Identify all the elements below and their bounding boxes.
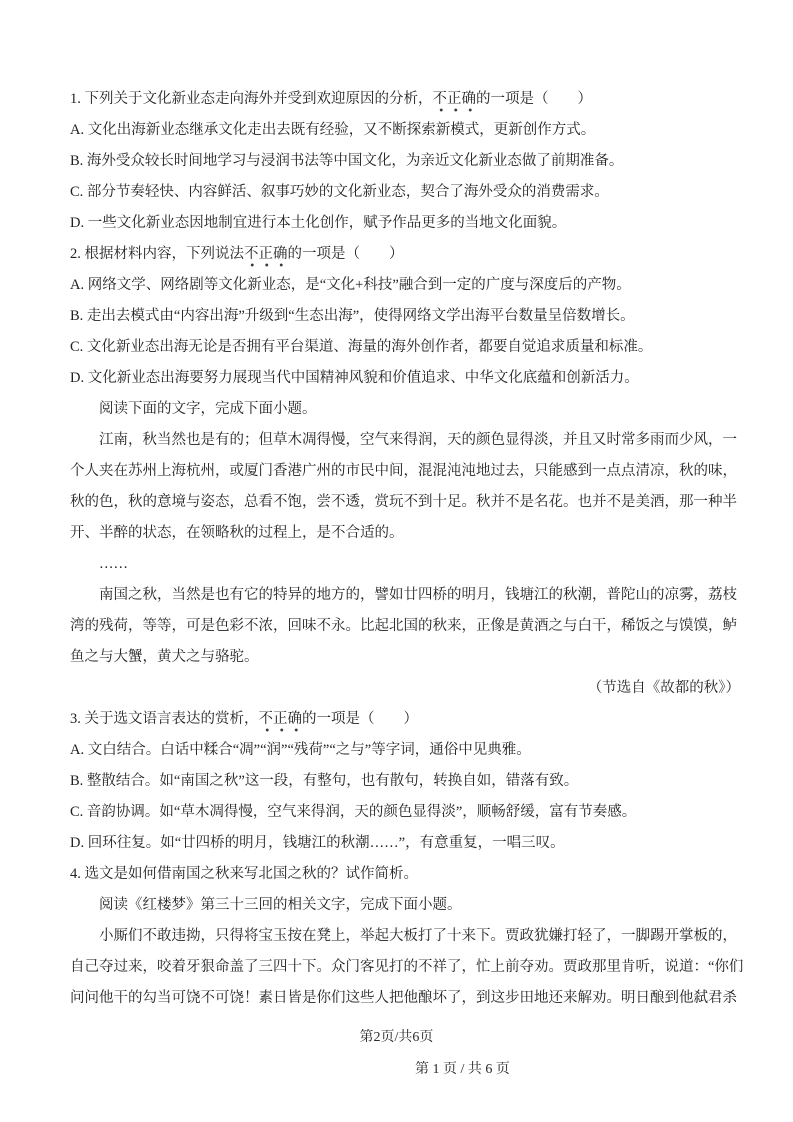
question-1-option-d: D. 一些文化新业态因地制宜进行本土化创作，赋予作品更多的当地文化面貌。 (70, 215, 567, 231)
question-3-option-d: D. 回环往复。如“廿四桥的明月，钱塘江的秋潮……”，有意重复，一唱三叹。 (70, 835, 565, 851)
passage-1-line: 江南，秋当然也是有的；但草木凋得慢，空气来得润，天的颜色显得淡，并且又时常多雨而少风，一 (99, 432, 737, 448)
question-3-emphasis: 不正确 (259, 711, 303, 732)
passage-1-line: 个人夹在苏州上海杭州，或厦门香港广州的市民中间，混混沌沌地过去，只能感到一点点清凉，秋的味， (70, 463, 737, 479)
passage-2-line: 小厮们不敢违拗，只得将宝玉按在凳上，举起大板打了十来下。贾政犹嫌打轻了，一脚踢开掌板的， (99, 928, 737, 944)
question-2-option-c: C. 文化新业态出海无论是否拥有平台渠道、海量的海外创作者，都要自觉追求质量和标准。 (70, 339, 653, 355)
passage-2-line: 自己夺过来，咬着牙狠命盖了三四十下。众门客见打的不祥了，忙上前夺劝。贾政那里肯听，说道：“你们 (70, 959, 744, 975)
question-3 (70, 704, 752, 735)
question-1-tail: 的一项是（ ） (476, 91, 592, 107)
question-2-text: 2. 根据材料内容，下列说法 (70, 246, 244, 262)
question-3-tail: 的一项是（ ） (302, 711, 418, 727)
question-1-text: 1. 下列关于文化新业态走向海外并受到欢迎原因的分析， (70, 91, 433, 107)
passage-1-ellipsis: …… (99, 556, 128, 572)
passage-1-source-attribution: （节选自《故都的秋》） (587, 680, 740, 696)
passage-1-line: 开、半醉的状态，在领略秋的过程上，是不合适的。 (70, 525, 404, 541)
passage-2-line: 问问他干的勾当可饶不可饶！素日皆是你们这些人把他酿坏了，到这步田地还来解劝。明日酿到他弑君杀 (70, 990, 737, 1006)
question-3-option-b: B. 整散结合。如“南国之秋”这一段，有整句，也有散句，转换自如，错落有致。 (70, 773, 579, 789)
question-3-text: 3. 关于选文语言表达的赏析， (70, 711, 259, 727)
question-1-option-c: C. 部分节奏轻快、内容鲜活、叙事巧妙的文化新业态，契合了海外受众的消费需求。 (70, 184, 609, 200)
question-1-option-a: A. 文化出海新业态继承文化走出去既有经验，又不断探索新模式，更新创作方式。 (70, 122, 596, 138)
question-1 (70, 84, 752, 115)
question-4: 4. 选文是如何借南国之秋来写北国之秋的？试作简析。 (70, 866, 418, 882)
document-body (70, 84, 752, 1014)
passage-1-line: 南国之秋，当然是也有它的特异的地方的，譬如廿四桥的明月，钱塘江的秋潮，普陀山的凉雾，荔枝 (99, 587, 737, 603)
reading-1-instruction: 阅读下面的文字，完成下面小题。 (99, 401, 317, 417)
question-3-option-c: C. 音韵协调。如“草木凋得慢，空气来得润，天的颜色显得淡”，顺畅舒缓，富有节奏感。 (70, 804, 637, 820)
question-2 (70, 239, 752, 270)
question-2-tail: 的一项是（ ） (287, 246, 404, 262)
document-page-number: 第 1 页 / 共 6 页 (415, 1062, 510, 1077)
embedded-page-number: 第2页/共6页 (359, 1030, 434, 1045)
question-3-option-a: A. 文白结合。白话中糅合“凋”“润”“残荷”“之与”等字词，通俗中见典雅。 (70, 742, 531, 758)
question-2-option-a: A. 网络文学、网络剧等文化新业态，是“文化+科技”融合到一定的广度与深度后的产物。 (70, 277, 631, 293)
question-1-option-b: B. 海外受众较长时间地学习与浸润书法等中国文化，为亲近文化新业态做了前期准备。 (70, 153, 624, 169)
passage-1-line: 湾的残荷，等等，可是色彩不浓，回味不永。比起北国的秋来，正像是黄酒之与白干，稀饭之与馍馍，鲈 (70, 618, 737, 634)
question-2-option-b: B. 走出去模式由“内容出海”升级到“生态出海”，使得网络文学出海平台数量呈倍数增长。 (70, 308, 635, 324)
question-2-emphasis: 不正确 (244, 246, 288, 267)
passage-1-line: 秋的色，秋的意境与姿态，总看不饱，尝不透，赏玩不到十足。秋并不是名花。也并不是美酒，那一种半 (70, 494, 737, 510)
reading-2-instruction: 阅读《红楼梦》第三十三回的相关文字，完成下面小题。 (99, 897, 462, 913)
question-1-emphasis: 不正确 (433, 91, 477, 112)
passage-1-line: 鱼之与大蟹，黄犬之与骆驼。 (70, 649, 259, 665)
question-2-option-d: D. 文化新业态出海要努力展现当代中国精神风貌和价值追求、中华文化底蕴和创新活力。 (70, 370, 639, 386)
